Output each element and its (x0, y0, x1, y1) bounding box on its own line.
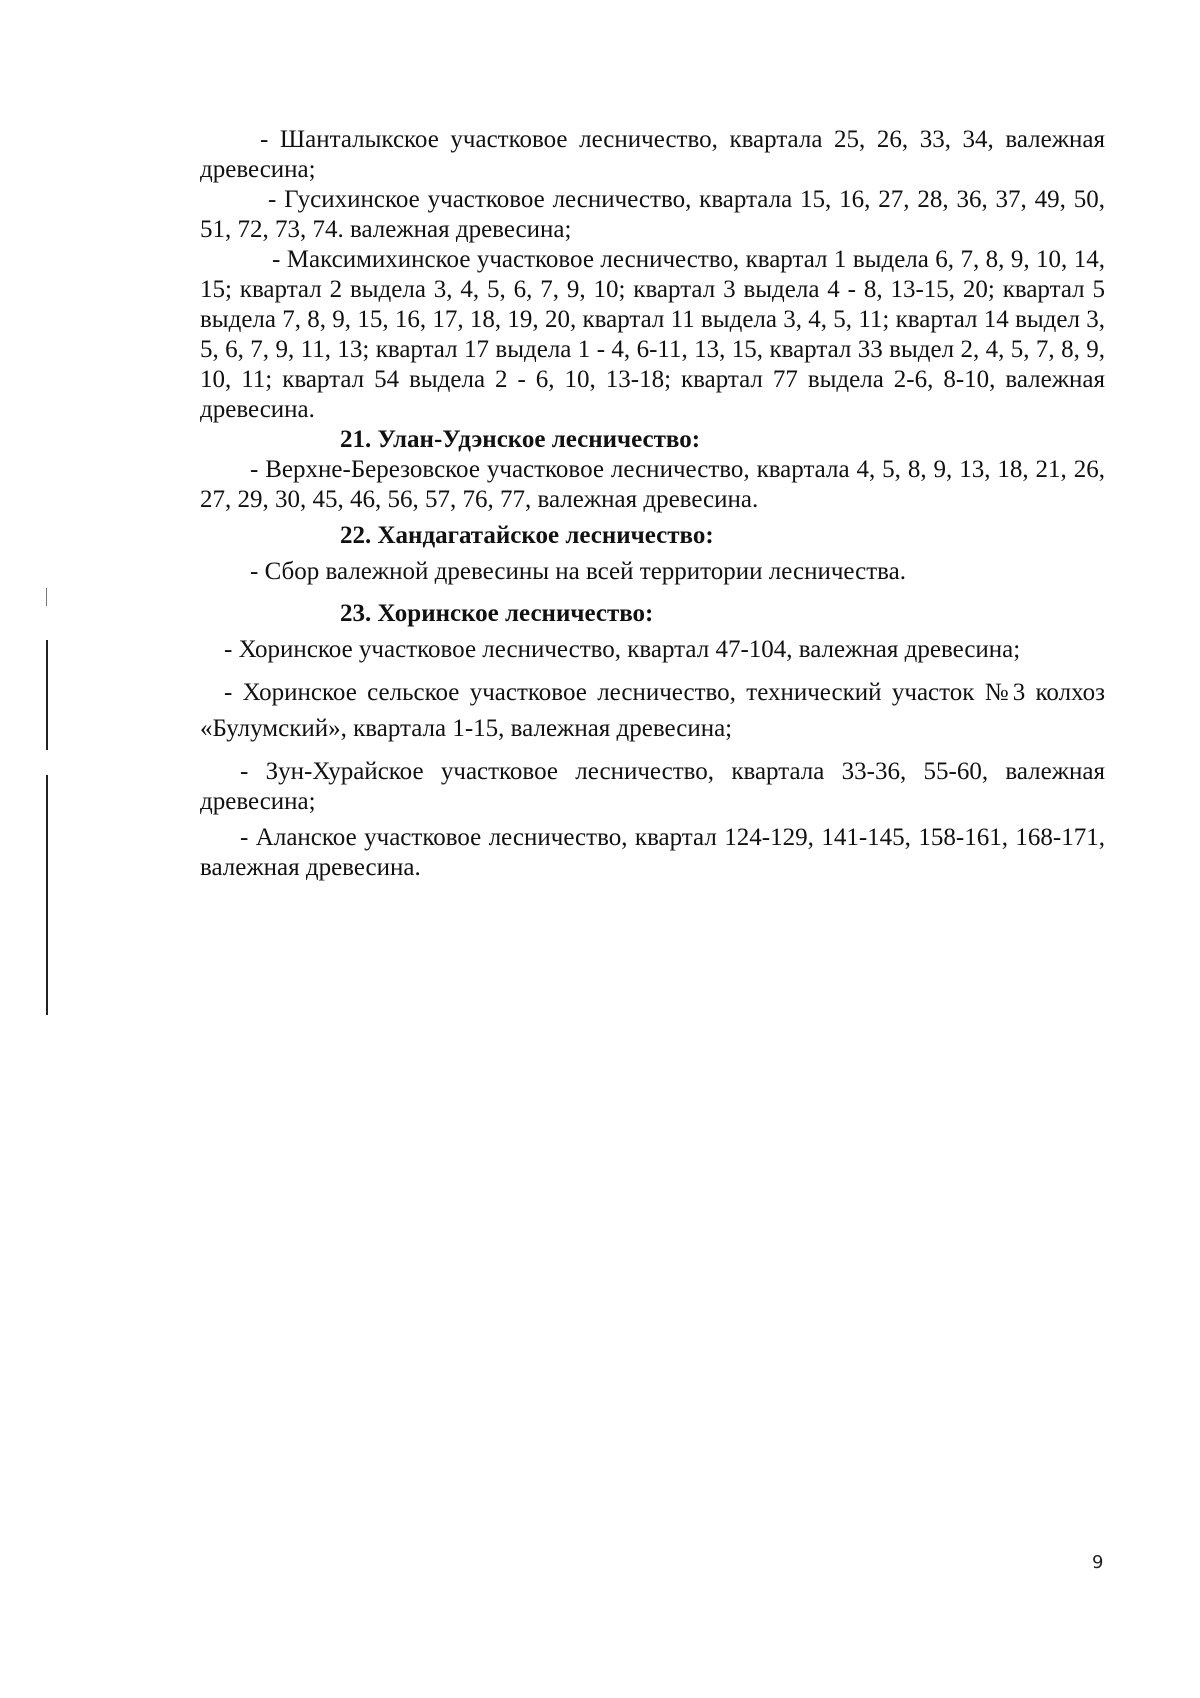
document-body (200, 125, 1105, 883)
paragraph-maksimikhinskoe: - Максимихинское участковое лесничество, квартал 1 выдела 6, 7, 8, 9, 10, 14, 15; квартал 2 выдела 3, 4, 5, 6, 7, 9, 10; квартал 3 выдела 4 - 8, 13-15, 20; квартал 5 выдела 7, 8, 9, 15, 16, 17, 18, 19, 20, квартал 11 выдела 3, 4, 5, 11; квартал 14 выдел 3, 5, 6, 7, 9, 11, 13; квартал 17 выдела 1 - 4, 6-11, 13, 15, квартал 33 выдел 2, 4, 5, 7, 8, 9, 10, 11; квартал 54 выдела 2 - 6, 10, 13-18; квартал 77 выдела 2-6, 8-10, валежная древесина. (200, 246, 1105, 423)
paragraph-shantalykskoe: - Шанталыкское участковое лесничество, квартала 25, 26, 33, 34, валежная древесина; (200, 126, 1105, 183)
section-heading-21: 21. Улан-Удэнское лесничество: (340, 426, 701, 453)
paragraph-khorinskoe-selskoe: - Хоринское сельское участковое лесничество, технический участок №3 колхоз «Булумский», квартала 1-15, валежная древесина; (200, 679, 1105, 742)
section-heading-23: 23. Хоринское лесничество: (340, 600, 654, 627)
paragraph-gusikhinskoe: - Гусихинское участковое лесничество, квартала 15, 16, 27, 28, 36, 37, 49, 50, 51, 72, 73, 74. валежная древесина; (200, 186, 1105, 243)
paragraph-khorinskoe: - Хоринское участковое лесничество, квартал 47-104, валежная древесина; (224, 636, 1021, 663)
paragraph-alanskoe: - Аланское участковое лесничество, квартал 124-129, 141-145, 158-161, 168-171, валежная древесина. (200, 824, 1105, 881)
margin-mark-bottom (46, 775, 48, 1015)
page-number: 9 (1092, 1552, 1104, 1573)
margin-mark-top (46, 588, 47, 606)
paragraph-zun-khurayskoe: - Зун-Хурайское участковое лесничество, квартала 33-36, 55-60, валежная древесина; (200, 758, 1105, 815)
paragraph-verkhne-berezovskoe: - Верхне-Березовское участковое лесничество, квартала 4, 5, 8, 9, 13, 18, 21, 26, 27, 29, 30, 45, 46, 56, 57, 76, 77, валежная древесина. (200, 456, 1105, 513)
margin-mark-middle (46, 640, 48, 750)
section-heading-22: 22. Хандагатайское лесничество: (340, 522, 714, 549)
paragraph-sbor-valezhnoy: - Сбор валежной древесины на всей территории лесничества. (250, 558, 906, 585)
